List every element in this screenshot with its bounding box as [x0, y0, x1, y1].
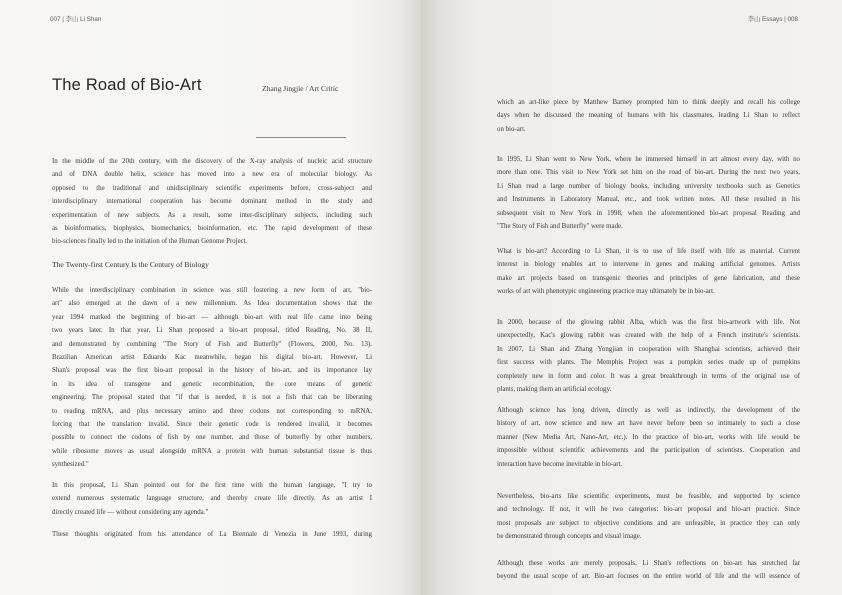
text-line: "The Story of Fish and Butterfly" were made.	[497, 222, 623, 230]
body-paragraph	[52, 284, 372, 471]
text-line: While the interdisciplinary combination in science was still fostering a new form of art, "bio-	[52, 287, 372, 294]
text-line: Nevertheless, bio-arts like scientific experiments, must be feasible, and supported by science	[497, 493, 800, 500]
text-line: days when he discussed the meaning of humans with his classmates, leading Li Shan to reflect	[497, 112, 800, 120]
text-line: first success with plants. The Memphis Project was a pumpkin series made up of pumpkins	[497, 359, 800, 367]
text-line: and technology. If not, it will be two categories: bio-art proposal and bio-art practice. Since	[497, 506, 800, 514]
text-line: most proposals are subject to objective conditions and are unfeasible, in practice they can only	[497, 519, 800, 527]
text-line: plants, making them an artificial ecology.	[497, 385, 612, 393]
body-paragraph	[497, 245, 800, 299]
body-paragraph	[52, 155, 372, 249]
text-line: subsequent visit to New York in 1998, when the aforementioned bio-art proposal Reading and	[497, 209, 800, 217]
text-line: beyond the usual scope of art. Bio-art focuses on the entire world of life and the will essence of	[497, 573, 800, 581]
section-heading: The Twenty-first Century Is the Century of Biology	[52, 260, 209, 269]
text-line: Li Shan read a large number of biology books, including university textbooks such as Genetics	[497, 182, 800, 190]
text-line: In this proposal, Li Shan pointed out for the first time with the human language, "I try to	[52, 482, 372, 489]
title-divider	[256, 137, 346, 138]
text-line: while ribosome moves as usual alongside mRNA a protein with human substantial tissue is thus	[52, 447, 372, 455]
text-line: art" also emerged at the dawn of a new millennium. As Idea documentation shows that the	[52, 300, 372, 308]
text-line: to reading mRNA, and plus necessary amino and three codons not corresponding to mRNA,	[52, 407, 372, 415]
text-line: Brazilian American artist Eduardo Kac meanwhile, began his digital bio-art. However, Li	[52, 353, 372, 361]
body-paragraph	[52, 528, 372, 541]
text-line: possible to connect the codons of fish by one number, and those of butterfly by other numbers,	[52, 434, 372, 442]
text-line: These thoughts originated from his attendance of La Biennale di Venezia in June 1993, during	[52, 531, 372, 538]
text-line: manner (New Media Art, Nano-Art, etc.). In the practice of bio-art, works with life would be	[497, 433, 800, 441]
body-paragraph	[497, 96, 800, 136]
body-paragraph	[497, 490, 800, 544]
text-line: as bioinformatics, biophysics, biomechanics, bioinformation, etc. The rapid development of these	[52, 224, 372, 232]
right-page	[421, 0, 842, 595]
text-line: in its idea of transgene and genetic recombination, the core means of genetic	[52, 380, 372, 388]
left-running-head: 007 | 李山 Li Shan	[50, 16, 102, 23]
text-line: which an art-like piece by Matthew Barney prompted him to think deeply and recall his college	[497, 99, 800, 106]
text-line: bio-sciences finally led to the initiation of the Human Genome Project.	[52, 238, 248, 246]
text-line: Shan's proposal was the first bio-art proposal in the history of bio-art, and its importance lay	[52, 367, 372, 375]
text-line: and demonstrated by combining "The Story of Fish and Butterfly" (Flowers, 2000, No. 13).	[52, 340, 372, 348]
text-line: Although these works are merely proposals, Li Shan's reflections on bio-art has stretched far	[497, 560, 800, 567]
text-line: Although science has long driven, directly as well as indirectly, the development of the	[497, 407, 800, 414]
text-line: interdisciplinary international cooperation has become dominant method in the study and	[52, 198, 372, 206]
text-line: forcing that the translation invalid. Since their genetic code is rendered invalid, it becomes	[52, 420, 372, 428]
text-line: engineering. The proposal stated that "if that is needed, it is not a fish that can be liberating	[52, 394, 372, 402]
body-paragraph	[497, 153, 800, 233]
text-line: completely new in form and color. It was a great breakthrough in terms of the original use of	[497, 372, 800, 380]
text-line: and of DNA double helix, science has moved into a new era of molecular biology. As	[52, 171, 372, 179]
right-running-head: 李山 Essays | 008	[747, 16, 798, 23]
text-line: history of art, now science and new art have never before been so intimately to such a close	[497, 420, 800, 428]
article-title: The Road of Bio-Art	[52, 76, 202, 94]
text-line: works of art with phenotypic engineering practice may ultimately be in bio-art.	[497, 288, 715, 296]
text-line: opposed to the traditional and unidisciplinary scientific experiments before, cross-subject and	[52, 184, 372, 192]
body-paragraph	[52, 479, 372, 519]
text-line: In 2000, because of the glowing rabbit Alba, which was the first bio-artwork with life. Not	[497, 319, 800, 326]
text-line: extend numerous systematic language structure, and thereby create life directly. As an artist I	[52, 495, 372, 503]
text-line: on bio-art.	[497, 125, 526, 133]
body-paragraph	[497, 557, 800, 584]
text-line: In 1995, Li Shan went to New York, where he immersed himself in art almost every day, with no	[497, 156, 800, 163]
text-line: interest in biology enables art to intervene in genes and making artificial genomes. Artists	[497, 261, 800, 269]
text-line: synthesized."	[52, 461, 89, 469]
text-line: In the middle of the 20th century, with the discovery of the X-ray analysis of nucleic acid structure	[52, 158, 372, 165]
author-byline: Zhang Jingjie / Art Critic	[262, 84, 339, 93]
body-paragraph	[497, 316, 800, 396]
text-line: more than one. This visit to New York set him on the road of bio-art. During the next two years,	[497, 169, 800, 177]
text-line: impossible without scientific achievements and the participation of scientists. Cooperation and	[497, 447, 800, 455]
text-line: two years later. In that year, Li Shan proposed a bio-art proposal, titled Reading, No. 38 II,	[52, 327, 372, 335]
text-line: What is bio-art? According to Li Shan, it is to use of life itself with life as material. Current	[497, 248, 800, 255]
text-line: be demonstrated through concepts and visual image.	[497, 533, 642, 541]
text-line: make art projects based on transgenic theories and principles of gene fabrication, and these	[497, 274, 800, 282]
text-line: In 2007, Li Shan and Zhang Yongjian in cooperation with Shanghai scientists, achieved their	[497, 345, 800, 353]
text-line: directly created life — without considering any agenda."	[52, 508, 209, 516]
text-line: unexpectedly, Kac's glowing rabbit was created with the help of a French institute's scientists.	[497, 332, 800, 340]
text-line: experimentation of new subjects. As a result, some inter-disciplinary subjects, including such	[52, 211, 372, 219]
text-line: and Instruments in Laboratory Manual, etc., and took written notes. All these resulted in his	[497, 196, 800, 204]
body-paragraph	[497, 404, 800, 471]
text-line: year 1994 marked the beginning of bio-art — although bio-art with real life came into being	[52, 313, 372, 321]
text-line: interaction have become inevitable in bio-art.	[497, 460, 623, 468]
